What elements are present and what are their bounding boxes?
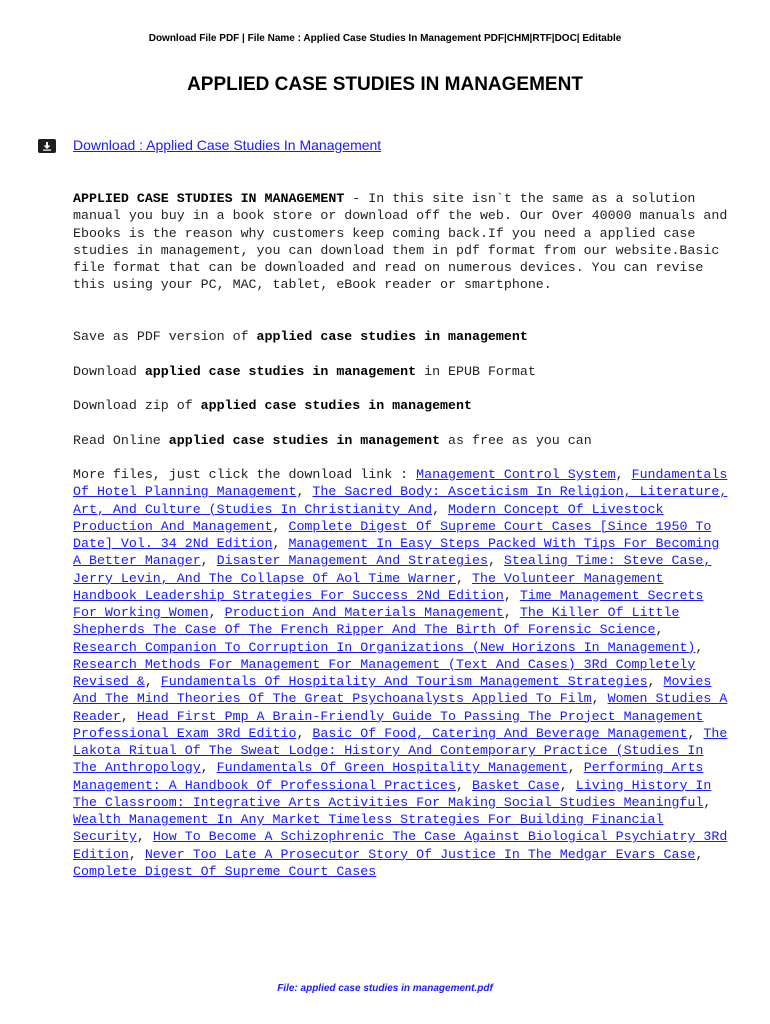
more-files-links: Management Control System, Fundamentals Of Hotel Planning Management, The Sacred Body: Asceticism In Religion, Literature, Art, And Culture (Studies In Christianity And, Modern Concept Of Livestock Production And Management, Complete Digest Of Supreme Court Cases [Since 1950 To Date] Vol. 34 2Nd Edition, Management In Easy Steps Packed With Tips For Becoming A Better Manager, Disaster Management And Strategies, Stealing Time: Steve Case, Jerry Levin, And The Collapse Of Aol Time Warner, The Volunteer Management Handbook Leadership Strategies For Success 2Nd Edition, Time Management Secrets For Working Women, Production And Materials Management, The Killer Of Little Shepherds The Case Of The French Ripper And The Birth Of Forensic Science, Research Companion To Corruption In Organizations (New Horizons In Management), Research Methods For Management For Management (Text And Cases) 3Rd Completely Revised &, Fundamentals Of Hospitality And Tourism Management Strategies, Movies And The Mind Theories Of The Great Psychoanalysts Applied To Film, Women Studies A Reader, Head First Pmp A Brain-Friendly Guide To Passing The Project Management Professional Exam 3Rd Editio, Basic Of Food, Catering And Beverage Management, The Lakota Ritual Of The Sweat Lodge: History And Contemporary Practice (Studies In The Anthropology, Fundamentals Of Green Hospitality Management, Performing Arts Management: A Handbook Of Professional Practices, Basket Case, Living History In The Classroom: Integrative Arts Activities For Making Social Studies Meaningful, Wealth Management In Any Market Timeless Strategies For Building Financial Security, How To Become A Schizophrenic The Case Against Biological Psychiatry 3Rd Edition, Never Too Late A Prosecutor Story Of Justice In The Medgar Evars Case, Complete Digest Of Supreme Court Cases <box>73 467 728 879</box>
zip-prefix: Download zip of <box>73 398 201 413</box>
more-file-link[interactable]: Basic Of Food, Catering And Beverage Management <box>312 725 688 741</box>
download-link[interactable]: Download : Applied Case Studies In Management <box>73 137 382 153</box>
page-footer: File: applied case studies in management.pdf <box>277 983 493 994</box>
more-file-link[interactable]: The Lakota Ritual Of The Sweat Lodge: History And Contemporary Practice (Studies In The Anthropology <box>73 725 728 776</box>
more-file-link[interactable]: Management In Easy Steps Packed With Tips For Becoming A Better Manager <box>73 536 720 569</box>
more-file-link[interactable]: How To Become A Schizophrenic The Case Against Biological Psychiatry 3Rd Edition <box>73 829 728 862</box>
save-bold: applied case studies in management <box>256 329 528 344</box>
more-file-link[interactable]: Fundamentals Of Hospitality And Tourism Management Strategies <box>160 674 648 689</box>
more-file-link[interactable]: Women Studies A Reader <box>73 691 728 724</box>
more-file-link[interactable]: The Killer Of Little Shepherds The Case Of The French Ripper And The Birth Of Forensic Science <box>73 605 680 638</box>
more-file-link[interactable]: Wealth Management In Any Market Timeless Strategies For Building Financial Security <box>73 812 664 845</box>
epub-bold: applied case studies in management <box>144 364 417 379</box>
more-file-link[interactable]: The Sacred Body: Asceticism In Religion, Literature, Art, And Culture (Studies In Christianity And <box>73 484 728 517</box>
more-file-link[interactable]: Disaster Management And Strategies <box>216 553 488 569</box>
page-header: Download File PDF | File Name : Applied Case Studies In Management PDF|CHM|RTF|DOC| Editable <box>148 33 622 44</box>
epub-suffix: in EPUB Format <box>416 364 536 379</box>
download-icon[interactable] <box>38 139 56 153</box>
more-file-link[interactable]: Performing Arts Management: A Handbook Of Professional Practices <box>73 760 704 793</box>
more-file-link[interactable]: Time Management Secrets For Working Women <box>73 587 704 620</box>
more-file-link[interactable]: Head First Pmp A Brain-Friendly Guide To Passing The Project Management Professional Exam 3Rd Editio <box>73 708 704 741</box>
more-file-link[interactable]: Living History In The Classroom: Integrative Arts Activities For Making Social Studies Meaningful <box>73 777 712 810</box>
intro-text: - In this site isn`t the same as a solution manual you buy in a book store or download off the web. Our Over 40000 manuals and Ebooks is the reason why customers keep coming back.If you need a applied case studies in management, you can download them in pdf format from our website.Basic file format that can be downloaded and read on numerous devices. You can revise this using your PC, MAC, tablet, eBook reader or smartphone. <box>73 191 728 293</box>
more-file-link[interactable]: Stealing Time: Steve Case, Jerry Levin, And The Collapse Of Aol Time Warner <box>73 553 712 586</box>
read-online-line <box>73 432 733 449</box>
more-files-paragraph <box>73 466 733 880</box>
save-pdf-line <box>73 328 733 345</box>
online-prefix: Read Online <box>73 433 169 448</box>
more-file-link[interactable]: Basket Case <box>471 777 560 793</box>
epub-prefix: Download <box>73 364 145 379</box>
online-bold: applied case studies in management <box>168 433 441 448</box>
more-file-link[interactable]: Modern Concept Of Livestock Production And Management <box>73 501 664 534</box>
online-suffix: as free as you can <box>440 433 592 448</box>
more-file-link[interactable]: The Volunteer Management Handbook Leadership Strategies For Success 2Nd Edition <box>73 570 664 603</box>
more-file-link[interactable]: Movies And The Mind Theories Of The Great Psychoanalysts Applied To Film <box>73 674 712 707</box>
more-file-link[interactable]: Research Methods For Management For Management (Text And Cases) 3Rd Completely Revised & <box>73 656 696 689</box>
zip-line <box>73 397 733 414</box>
more-file-link[interactable]: Fundamentals Of Green Hospitality Management <box>216 760 568 776</box>
epub-line <box>73 363 733 380</box>
more-file-link[interactable]: Production And Materials Management <box>224 605 504 620</box>
intro-bold-title: APPLIED CASE STUDIES IN MANAGEMENT <box>73 191 345 206</box>
more-file-link[interactable]: Management Control System <box>416 467 616 482</box>
save-prefix: Save as PDF version of <box>73 329 257 344</box>
intro-paragraph <box>73 190 733 294</box>
more-file-link[interactable]: Complete Digest Of Supreme Court Cases [Since 1950 To Date] Vol. 34 2Nd Edition <box>73 518 712 551</box>
more-file-link[interactable]: Research Companion To Corruption In Organizations (New Horizons In Management) <box>73 639 696 655</box>
more-file-link[interactable]: Fundamentals Of Hotel Planning Management <box>73 467 728 500</box>
document-title: APPLIED CASE STUDIES IN MANAGEMENT <box>187 74 583 95</box>
zip-bold: applied case studies in management <box>200 398 472 413</box>
more-file-link[interactable]: Never Too Late A Prosecutor Story Of Justice In The Medgar Evars Case <box>144 846 696 862</box>
more-files-intro: More files, just click the download link : <box>73 467 417 482</box>
more-file-link[interactable]: Complete Digest Of Supreme Court Cases <box>73 863 377 879</box>
